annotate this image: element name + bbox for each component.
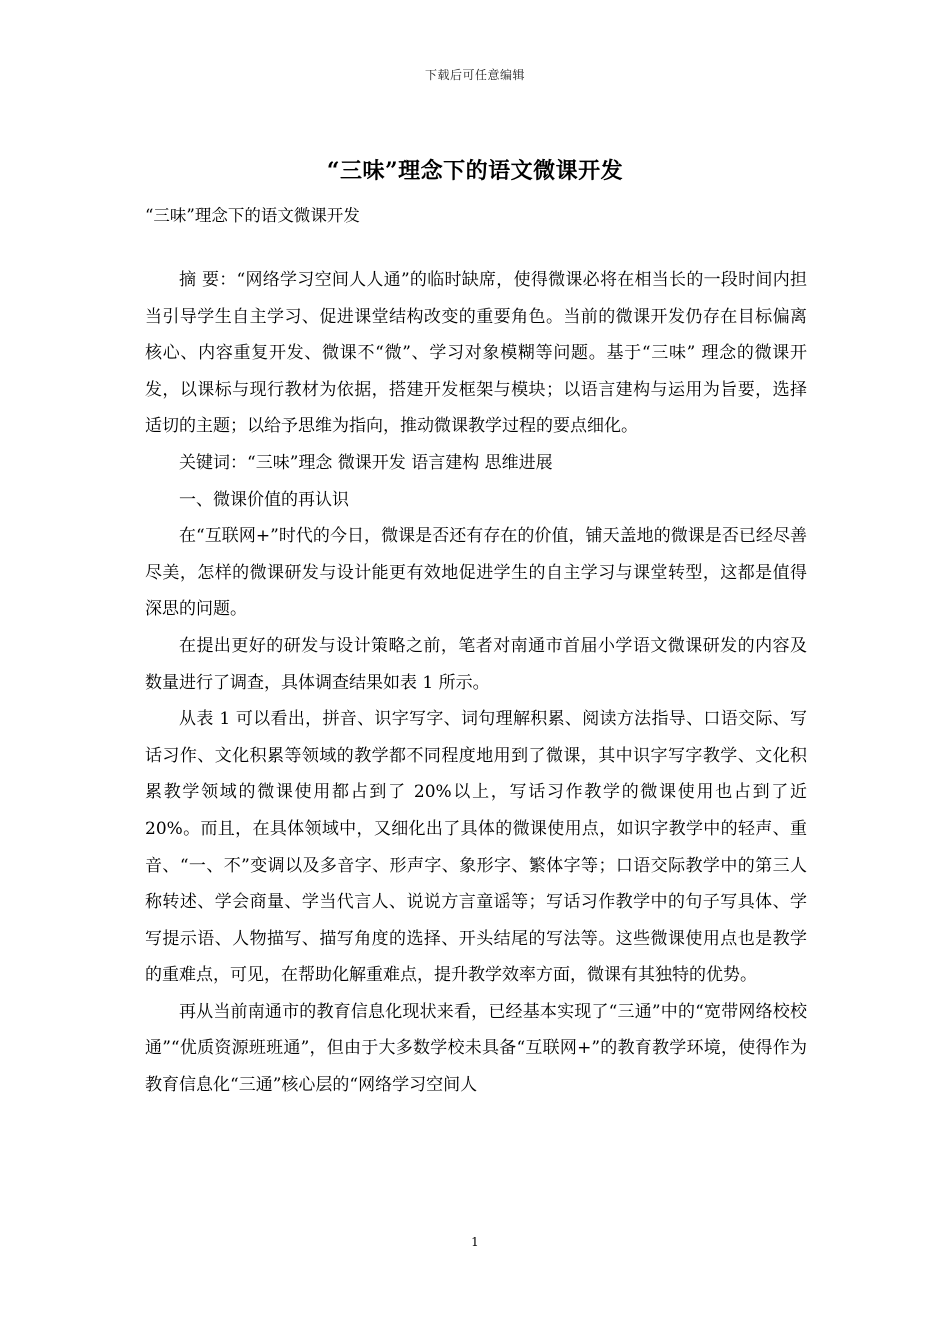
body-paragraph: 在提出更好的研发与设计策略之前，笔者对南通市首届小学语文微课研发的内容及数量进行了调查，具体调查结果如表 1 所示。 <box>145 635 807 693</box>
body-paragraph: 在“互联网+”时代的今日，微课是否还有存在的价值，铺天盖地的微课是否已经尽善尽美，怎样的微课研发与设计能更有效地促进学生的自主学习与课堂转型，这都是值得深思的问题。 <box>145 526 807 620</box>
body-paragraph: 再从当前南通市的教育信息化现状来看，已经基本实现了“三通”中的“宽带网络校校通”“优质资源班班通”，但由于大多数学校未具备“互联网+”的教育教学环境，使得作为教育信息化“三通”核心层的“网络学习空间人 <box>145 1001 807 1096</box>
abstract-paragraph: 摘 要：“网络学习空间人人通”的临时缺席，使得微课必将在相当长的一段时间内担当引导学生自主学习、促进课堂结构改变的重要角色。当前的微课开发仍存在目标偏离核心、内容重复开发、微课不“微”、学习对象模糊等问题。基于“三味” 理念的微课开发，以课标与现行教材为依据，搭建开发框架与模块；以语言建构与运用为旨要，选择适切的主题；以给予思维为指向，推动微课教学过程的要点细化。 <box>145 270 807 437</box>
document-title: “三味”理念下的语文微课开发 <box>326 158 624 184</box>
document-subtitle: “三味”理念下的语文微课开发 <box>145 206 360 225</box>
section-heading: 一、微课价值的再认识 <box>179 489 349 510</box>
body-paragraph: 从表 1 可以看出，拼音、识字写字、词句理解积累、阅读方法指导、口语交际、写话习作、文化积累等领域的教学都不同程度地用到了微课，其中识字写字教学、文化积累教学领域的微课使用都占到了 20%以上，写话习作教学的微课使用也占到了近 20%。而且，在具体领域中，又细化出了具体的微课使用点，如识字教学中的轻声、重音、“一、不”变调以及多音字、形声字、象形字、繁体字等；口语交际教学中的第三人称转述、学会商量、学当代言人、说说方言童谣等；写话习作教学中的句子写具体、学写提示语、人物描写、描写角度的选择、开头结尾的写法等。这些微课使用点也是教学的重难点，可见，在帮助化解重难点，提升教学效率方面，微课有其独特的优势。 <box>145 709 807 986</box>
document-body <box>145 262 807 1104</box>
keywords-paragraph: 关键词：“三味”理念 微课开发 语言建构 思维进展 <box>179 452 553 473</box>
page-number: 1 <box>471 1235 479 1249</box>
header-note: 下载后可任意编辑 <box>424 68 525 82</box>
